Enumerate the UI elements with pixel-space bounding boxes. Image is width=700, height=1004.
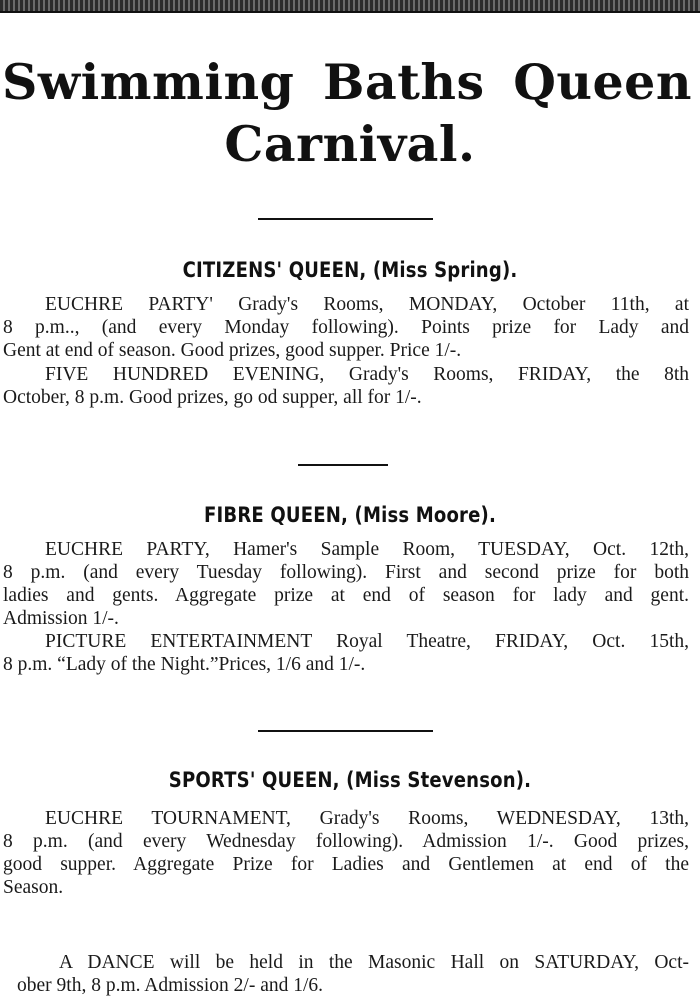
text-line: 8 p.m.., (and every Monday following). Points prize for Lady and	[3, 317, 689, 338]
text-line: 8 p.m. (and every Tuesday following). First and second prize for both	[3, 562, 689, 583]
paragraph-euchre-party-citizens	[3, 293, 689, 362]
text-line: October, 8 p.m. Good prizes, go od supper, all for 1/-.	[3, 387, 422, 408]
paragraph-five-hundred	[3, 363, 689, 409]
text-line: ladies and gents. Aggregate prize at end of season for lady and gent.	[3, 585, 689, 606]
text-line: Gent at end of season. Good prizes, good supper. Price 1/-.	[3, 340, 462, 361]
headline-word: Queen	[513, 53, 692, 111]
text-line: FIVE HUNDRED EVENING, Grady's Rooms, FRIDAY, the 8th	[45, 364, 689, 385]
top-border-rule	[0, 0, 700, 13]
text-line: A DANCE will be held in the Masonic Hall on SATURDAY, Oct-	[59, 952, 689, 973]
text-line: PICTURE ENTERTAINMENT Royal Theatre, FRIDAY, Oct. 15th,	[45, 631, 689, 652]
section-title-sports: SPORTS' QUEEN, (Miss Stevenson).	[168, 768, 532, 792]
text-line: ober 9th, 8 p.m. Admission 2/- and 1/6.	[17, 975, 324, 996]
paragraph-euchre-party-fibre	[3, 538, 689, 630]
headline-word: Baths	[323, 53, 485, 111]
section-divider	[298, 464, 388, 466]
text-line: 8 p.m. (and every Wednesday following). Admission 1/-. Good prizes,	[3, 831, 689, 852]
text-line: Admission 1/-.	[3, 608, 119, 629]
paragraph-euchre-tournament	[3, 807, 689, 899]
text-line: good supper. Aggregate Prize for Ladies and Gentlemen at end of the	[3, 854, 689, 875]
text-line: EUCHRE PARTY' Grady's Rooms, MONDAY, October 11th, at	[45, 294, 689, 315]
paragraph-picture-entertainment	[3, 630, 689, 676]
headline-word: Swimming	[2, 53, 295, 111]
text-line: EUCHRE TOURNAMENT, Grady's Rooms, WEDNESDAY, 13th,	[45, 808, 689, 829]
text-line: 8 p.m. “Lady of the Night.”Prices, 1/6 and 1/-.	[3, 654, 366, 675]
section-title-citizens: CITIZENS' QUEEN, (Miss Spring).	[182, 258, 518, 282]
headline-line-2: Carnival.	[224, 115, 476, 173]
section-title-fibre: FIBRE QUEEN, (Miss Moore).	[203, 503, 497, 527]
headline-line-1	[0, 52, 700, 112]
text-line: EUCHRE PARTY, Hamer's Sample Room, TUESDAY, Oct. 12th,	[45, 539, 689, 560]
text-line: Season.	[3, 877, 64, 898]
headline	[0, 52, 700, 174]
section-divider	[258, 730, 433, 732]
section-divider	[258, 218, 433, 220]
paragraph-dance-notice	[3, 951, 689, 997]
